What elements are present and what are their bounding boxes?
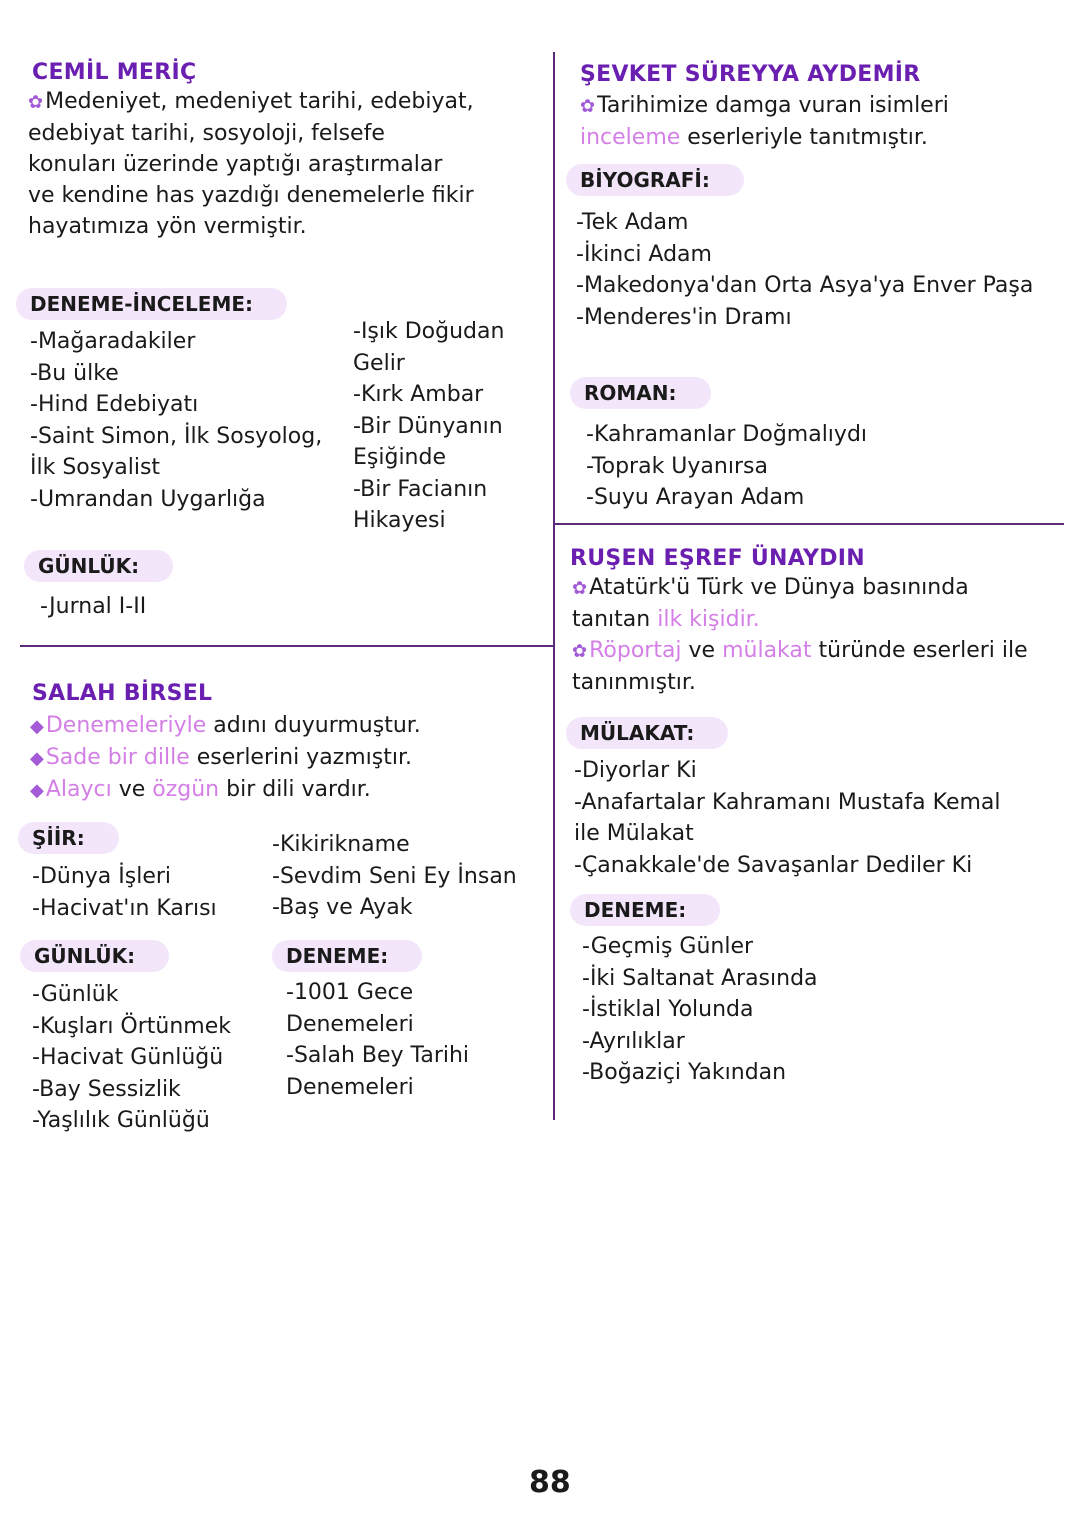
list-item: -Kahramanlar Doğmalıydı	[586, 422, 868, 447]
list-item: -Salah Bey Tarihi	[286, 1043, 470, 1068]
sevket-sureyya-aydemir-title: ŞEVKET SÜREYYA AYDEMİR	[580, 62, 921, 87]
salah-siir-tag-wrap	[18, 822, 119, 854]
cemil-desc-line: Medeniyet, medeniyet tarihi, edebiyat,	[45, 89, 474, 114]
rusen-esref-unaydin-title: RUŞEN EŞREF ÜNAYDIN	[570, 546, 865, 571]
list-item: -Bir Dünyanın	[353, 413, 503, 439]
cemil-desc-line: ve kendine has yazdığı denemelerle fikir	[28, 183, 474, 208]
list-item: -Kikirikname	[272, 832, 410, 857]
bullet-icon: ✿	[28, 92, 44, 113]
salah-deneme-tag: DENEME:	[272, 940, 422, 972]
horizontal-divider-right	[554, 523, 1064, 525]
list-item: Denemeleri	[286, 1011, 414, 1037]
cemil-gunluk-list	[40, 591, 146, 623]
list-item: -Diyorlar Ki	[574, 758, 697, 783]
cemil-desc-line: edebiyat tarihi, sosyoloji, felsefe	[28, 121, 385, 146]
list-item: -Bay Sessizlik	[32, 1076, 181, 1102]
highlight-text: inceleme	[580, 125, 681, 150]
list-item: -Günlük	[32, 982, 119, 1007]
bullet-icon: ◆	[30, 748, 44, 769]
cemil-gunluk-tag: GÜNLÜK:	[24, 550, 173, 582]
list-item: -Çanakkale'de Savaşanlar Dediler Ki	[574, 852, 973, 878]
list-item: -Kuşları Örtünmek	[32, 1013, 231, 1039]
highlight-text: özgün	[152, 777, 220, 802]
list-item: ile Mülakat	[574, 821, 694, 846]
salah-birsel-description: ◆Denemeleriyle adını duyurmuştur. ◆Sade bir dille eserlerini yazmıştır. ◆Alaycı ve özgün bir dili vardır.	[30, 713, 421, 802]
list-item: -Hacivat Günlüğü	[32, 1045, 224, 1070]
list-item: Eşiğinde	[353, 445, 446, 470]
list-item: -Mağaradakiler	[30, 329, 196, 354]
list-item: -Dünya İşleri	[32, 864, 172, 889]
highlight-text: Röportaj	[589, 638, 682, 663]
vertical-divider	[553, 52, 555, 1120]
list-item: Denemeleri	[286, 1074, 414, 1100]
list-item: -Hacivat'ın Karısı	[32, 895, 217, 921]
list-item: -Menderes'in Dramı	[576, 304, 792, 330]
cemil-deneme-tag: DENEME-İNCELEME:	[16, 288, 287, 320]
list-item: -Işık Doğudan	[353, 319, 505, 344]
list-item: -Jurnal I-II	[40, 594, 147, 619]
highlight-text: mülakat	[722, 638, 812, 663]
sevket-roman-list	[586, 419, 867, 514]
highlight-text: Sade bir dille	[45, 745, 190, 770]
highlight-text: Alaycı	[45, 777, 112, 802]
rusen-deneme-tag-wrap	[570, 894, 720, 926]
list-item: -İstiklal Yolunda	[582, 997, 754, 1022]
cemil-desc-line: hayatımıza yön vermiştir.	[28, 214, 307, 239]
list-item: -Tek Adam	[576, 210, 689, 235]
cemil-deneme-tag-wrap	[16, 288, 287, 320]
cemil-deneme-list-right	[353, 316, 504, 537]
salah-gunluk-list	[32, 979, 231, 1137]
list-item: -Saint Simon, İlk Sosyolog,	[30, 423, 323, 449]
list-item: -Bu ülke	[30, 360, 119, 386]
sevket-biyografi-list	[576, 207, 1033, 333]
cemil-gunluk-tag-wrap	[24, 550, 173, 582]
cemil-meric-title: CEMİL MERİÇ	[32, 60, 197, 85]
cemil-deneme-list-left	[30, 326, 322, 515]
list-item: -Geçmiş Günler	[582, 934, 754, 959]
bullet-icon: ✿	[580, 96, 596, 117]
list-item: İlk Sosyalist	[30, 455, 161, 480]
list-item: -Kırk Ambar	[353, 382, 484, 407]
bullet-icon: ◆	[30, 780, 44, 801]
rusen-mulakat-tag-wrap	[566, 717, 728, 749]
sevket-description: ✿Tarihimize damga vuran isimleri inceleme eserleriyle tanıtmıştır.	[580, 93, 949, 150]
highlight-text: ilk kişidir.	[657, 607, 760, 632]
bullet-icon: ✿	[572, 578, 588, 599]
salah-siir-tag: ŞİİR:	[18, 822, 119, 854]
list-item: -İki Saltanat Arasında	[582, 965, 818, 991]
highlight-text: Denemeleriyle	[45, 713, 207, 738]
list-item: -Suyu Arayan Adam	[586, 485, 805, 510]
list-item: -Sevdim Seni Ey İnsan	[272, 863, 517, 889]
list-item: -Baş ve Ayak	[272, 895, 413, 920]
list-item: Hikayesi	[353, 508, 446, 533]
list-item: Gelir	[353, 350, 405, 376]
bullet-icon: ✿	[572, 641, 588, 662]
salah-gunluk-tag: GÜNLÜK:	[20, 940, 169, 972]
sevket-roman-tag-wrap	[570, 377, 711, 409]
list-item: -Anafartalar Kahramanı Mustafa Kemal	[574, 789, 1001, 815]
rusen-deneme-tag: DENEME:	[570, 894, 720, 926]
list-item: -Boğaziçi Yakından	[582, 1060, 787, 1085]
list-item: -Toprak Uyanırsa	[586, 453, 768, 479]
horizontal-divider-left	[20, 645, 554, 647]
salah-deneme-list	[286, 977, 469, 1103]
list-item: -Yaşlılık Günlüğü	[32, 1108, 210, 1133]
list-item: -Makedonya'dan Orta Asya'ya Enver Paşa	[576, 273, 1034, 298]
list-item: -Bir Facianın	[353, 476, 488, 502]
rusen-description: ✿Atatürk'ü Türk ve Dünya basınında tanıtan ilk kişidir. ✿Röportaj ve mülakat türünde eserleri ile tanınmıştır.	[572, 575, 1028, 695]
list-item: -Ayrılıklar	[582, 1028, 685, 1054]
salah-gunluk-tag-wrap	[20, 940, 169, 972]
bullet-icon: ◆	[30, 716, 44, 737]
list-item: -Umrandan Uygarlığa	[30, 486, 266, 512]
page-number: 88	[529, 1465, 571, 1500]
cemil-meric-description	[28, 86, 528, 242]
list-item: -İkinci Adam	[576, 241, 712, 267]
list-item: -Hind Edebiyatı	[30, 392, 199, 417]
salah-siir-list-left	[32, 861, 217, 924]
salah-deneme-tag-wrap	[272, 940, 422, 972]
rusen-mulakat-tag: MÜLAKAT:	[566, 717, 728, 749]
salah-siir-list-right	[272, 829, 517, 924]
salah-birsel-title: SALAH BİRSEL	[32, 681, 213, 706]
sevket-biyografi-tag: BİYOGRAFİ:	[566, 164, 744, 196]
sevket-biyografi-tag-wrap	[566, 164, 744, 196]
cemil-desc-line: konuları üzerinde yaptığı araştırmalar	[28, 152, 443, 177]
rusen-mulakat-list	[574, 755, 1001, 881]
rusen-deneme-list	[582, 931, 818, 1089]
list-item: -1001 Gece	[286, 980, 414, 1005]
sevket-roman-tag: ROMAN:	[570, 377, 711, 409]
